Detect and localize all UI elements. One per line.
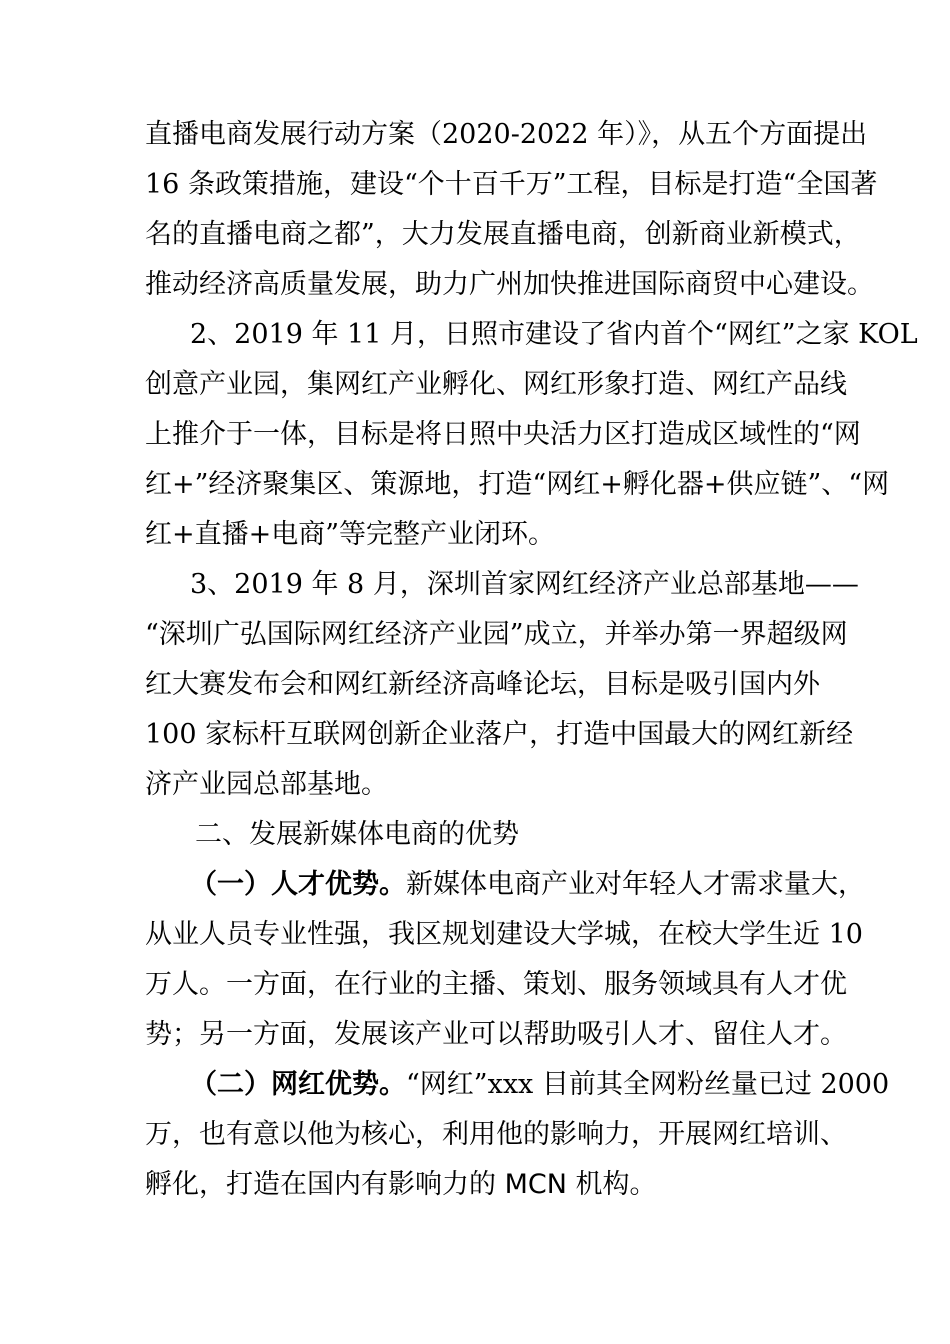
advantage-talent-title: （一）人才优势。: [190, 869, 406, 900]
paragraph-line: 推动经济高质量发展，助力广州加快推进国际商贸中心建设。: [145, 269, 874, 300]
section-heading: 二、发展新媒体电商的优势: [195, 819, 519, 850]
paragraph-line: 创意产业园，集网红产业孵化、网红形象打造、网红产品线: [145, 369, 847, 400]
paragraph-line: 3、2019 年 8 月，深圳首家网红经济产业总部基地——: [190, 569, 859, 600]
paragraph-line: 直播电商发展行动方案（2020-2022 年）》，从五个方面提出: [145, 119, 868, 150]
paragraph-line: 红+直播+电商”等完整产业闭环。: [145, 519, 556, 550]
advantage-influencer-first-line: [190, 1067, 890, 1103]
advantage-talent-first-line: [190, 867, 865, 903]
paragraph-line: 100 家标杆互联网创新企业落户，打造中国最大的网红新经: [145, 719, 854, 750]
advantage-influencer-text: “网红”xxx 目前其全网粉丝量已过 2000: [406, 1069, 890, 1100]
paragraph-line: 孵化，打造在国内有影响力的 MCN 机构。: [145, 1169, 657, 1200]
paragraph-line: 红大赛发布会和网红新经济高峰论坛，目标是吸引国内外: [145, 669, 820, 700]
paragraph-line: 红+”经济聚集区、策源地，打造“网红+孵化器+供应链”、“网: [145, 469, 890, 500]
paragraph-line: 从业人员专业性强，我区规划建设大学城，在校大学生近 10: [145, 919, 863, 950]
paragraph-line: 上推介于一体，目标是将日照中央活力区打造成区域性的“网: [145, 419, 861, 450]
advantage-talent-text: 新媒体电商产业对年轻人才需求量大，: [406, 869, 865, 900]
paragraph-line: 济产业园总部基地。: [145, 769, 388, 800]
paragraph-line: 万人。一方面，在行业的主播、策划、服务领域具有人才优: [145, 969, 847, 1000]
paragraph-line: “深圳广弘国际网红经济产业园”成立，并举办第一界超级网: [145, 619, 848, 650]
paragraph-line: 16 条政策措施，建设“个十百千万”工程，目标是打造“全国著: [145, 169, 878, 200]
advantage-influencer-title: （二）网红优势。: [190, 1069, 406, 1100]
paragraph-line: 势；另一方面，发展该产业可以帮助吸引人才、留住人才。: [145, 1019, 847, 1050]
paragraph-line: 2、2019 年 11 月，日照市建设了省内首个“网红”之家 KOL: [190, 319, 918, 350]
paragraph-line: 万，也有意以他为核心，利用他的影响力，开展网红培训、: [145, 1119, 847, 1150]
paragraph-line: 名的直播电商之都”，大力发展直播电商，创新商业新模式，: [145, 219, 861, 250]
